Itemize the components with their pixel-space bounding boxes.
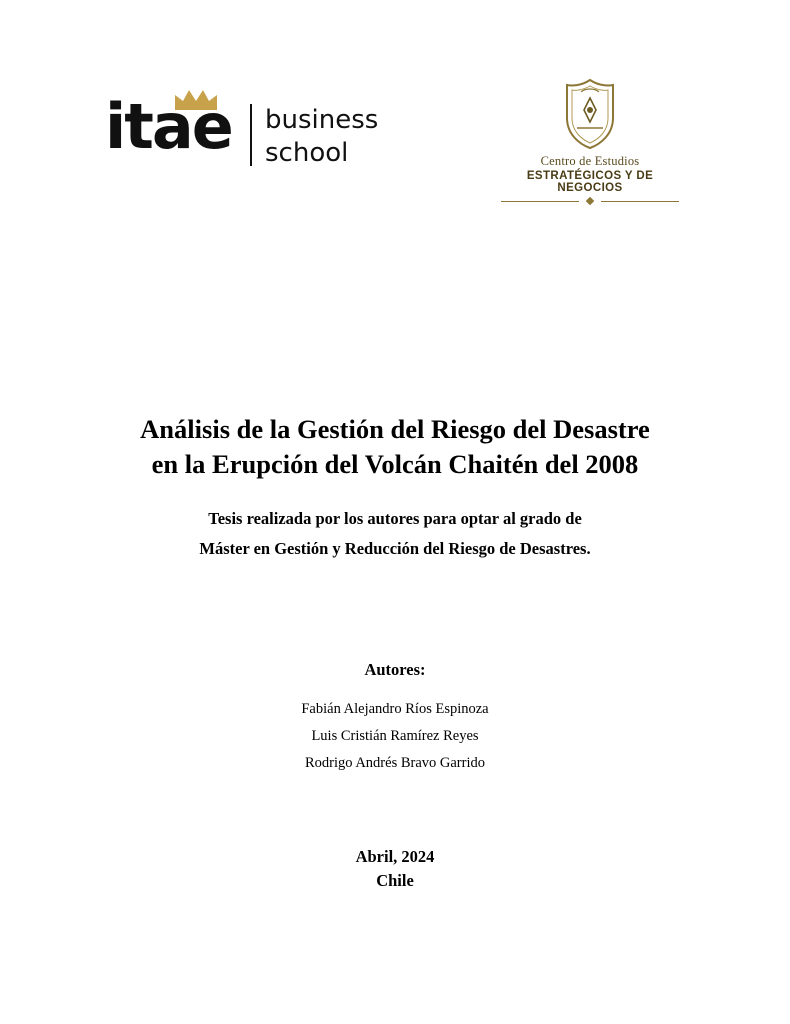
- subtitle-line-2: Máster en Gestión y Reducción del Riesgo de Desastres.: [199, 539, 591, 559]
- seal-divider: [501, 200, 679, 203]
- subtitle-block: [60, 504, 730, 565]
- seal-line1: Centro de Estudios: [540, 154, 640, 168]
- subtitle-line-1: Tesis realizada por los autores para optar al grado de: [208, 508, 582, 528]
- logo-row: [0, 78, 790, 208]
- itae-subwordmark-line1: business: [265, 105, 379, 135]
- seal-line2: ESTRATÉGICOS Y DE NEGOCIOS: [526, 170, 654, 194]
- logo-divider: [250, 104, 252, 166]
- publication-date: Abril, 2024: [355, 847, 435, 866]
- author-name: Fabián Alejandro Ríos Espinoza: [301, 701, 489, 717]
- shield-crest-icon: [561, 78, 619, 150]
- itae-subwordmark-line2: school: [265, 137, 349, 168]
- author-name: Luis Cristián Ramírez Reyes: [311, 727, 479, 744]
- authors-heading: Autores:: [364, 660, 426, 679]
- itae-wordmark: itae: [105, 90, 232, 163]
- diamond-icon: [586, 197, 594, 205]
- author-name: Rodrigo Andrés Bravo Garrido: [304, 754, 485, 771]
- footer-block: [60, 845, 730, 893]
- title-block: [60, 412, 730, 565]
- itae-subwordmark: [265, 104, 378, 169]
- publication-country: Chile: [376, 870, 414, 890]
- authors-block: [60, 660, 730, 776]
- title-line-1: Análisis de la Gestión del Riesgo del Desastre: [140, 414, 650, 444]
- itae-logo: [105, 90, 395, 180]
- title-line-2: en la Erupción del Volcán Chaitén del 2008: [151, 448, 639, 479]
- centro-estudios-seal: [495, 78, 685, 198]
- page-title: [60, 412, 730, 482]
